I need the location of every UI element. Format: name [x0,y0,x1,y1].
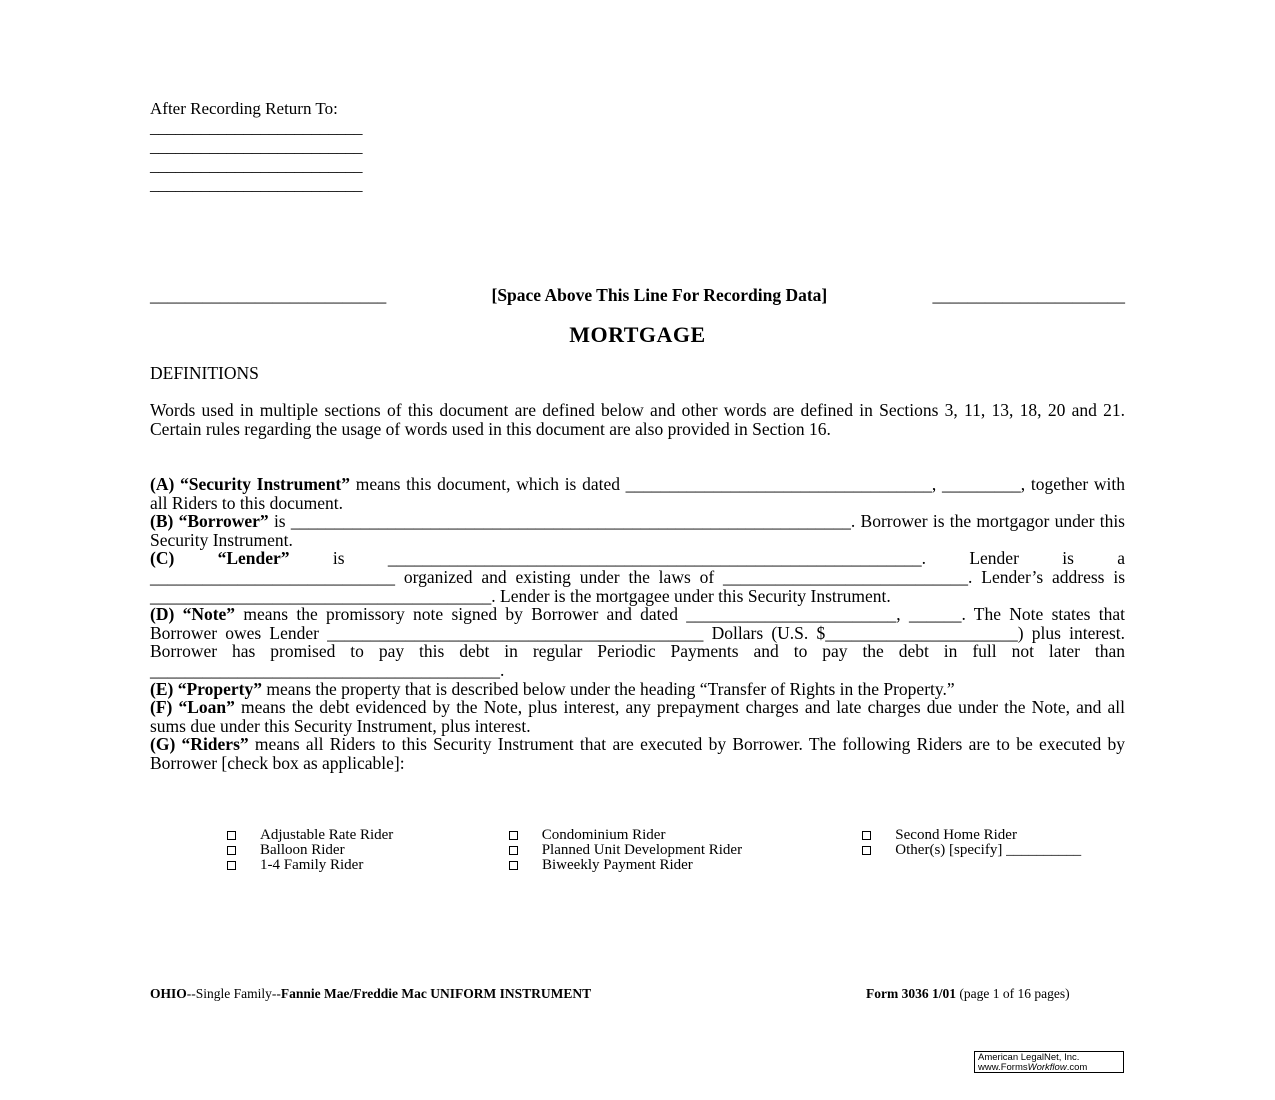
recording-rule-right: ______________________ [932,285,1125,305]
publisher-name: American LegalNet, Inc. [978,1052,1080,1063]
return-line[interactable]: _________________________ [150,156,363,175]
definition-text[interactable]: means the promissory note signed by Borrower and dated ________________________, ______. The Note states that Borrower owes Lender ___________________________________________ Dollars (U.S. $______________________) plus interest. Borrower has promised to pay this debt in regular Periodic Payments and to pay the debt in full not later than ________________________________________. [150,604,1125,680]
rider-option[interactable] [227,858,509,873]
rider-label: Second Home Rider [895,827,1017,843]
definition-text: means the property that is described below under the heading “Transfer of Rights in the Property.” [261,678,955,699]
definition-term: (G) “Riders” [150,734,249,755]
definition-item [150,549,1125,605]
definition-text[interactable]: is _____________________________________________________________. Lender is a ____________________________ organized and existing under the laws of ____________________________. Lender’s address is _______________________________________. Lender is the mortgagee under this Security Instrument. [150,548,1125,606]
definition-item [150,698,1125,735]
rider-row [225,858,1130,873]
rider-option[interactable] [227,828,509,843]
definition-term: (E) “Property” [150,678,262,699]
definition-item [150,512,1125,549]
rider-option[interactable] [227,843,509,858]
recording-rule-left: ___________________________ [150,285,387,305]
definition-text[interactable]: means this document, which is dated ___________________________________, _________, together with all Riders to this document. [150,474,1125,513]
rider-option[interactable] [862,843,1130,858]
return-line[interactable]: _________________________ [150,118,363,137]
rider-label: Adjustable Rate Rider [260,827,394,843]
footer-instrument [150,986,591,1002]
checkbox-icon[interactable] [862,846,871,855]
definition-item [150,680,1125,699]
definitions-intro: Words used in multiple sections of this document are defined below and other words are defined in Sections 3, 11, 13, 18, 20 and 21. Certain rules regarding the usage of words used in this document are also provided in Section 16. [150,400,1125,439]
definition-text: means the debt evidenced by the Note, plus interest, any prepayment charges and late charges due under the Note, and all sums due under this Security Instrument, plus interest. [150,697,1126,736]
return-address-block [150,99,363,194]
definition-item [150,475,1125,512]
definition-term: (B) “Borrower” [150,511,269,532]
checkbox-icon[interactable] [227,846,236,855]
definition-term: (A) “Security Instrument” [150,474,351,494]
definitions-heading: DEFINITIONS [150,363,259,383]
footer-page-count: (page 1 of 16 pages) [956,986,1070,1001]
footer-form-number: Form 3036 1/01 [866,986,956,1001]
footer-form-info [866,986,1070,1002]
rider-row [225,828,1130,843]
return-label: After Recording Return To: [150,99,338,118]
rider-row [225,843,1130,858]
riders-checklist [225,828,1130,873]
checkbox-icon[interactable] [862,831,871,840]
footer-state: OHIO [150,986,187,1001]
definition-item [150,735,1125,772]
rider-label: Biweekly Payment Rider [542,857,693,873]
footer-family: --Single Family-- [186,986,281,1001]
rider-option[interactable] [862,828,1130,843]
definition-term: (C) “Lender” [150,548,290,569]
return-line[interactable]: _________________________ [150,137,363,156]
publisher-stamp [974,1051,1124,1073]
rider-label: 1-4 Family Rider [260,857,364,873]
document-title: MORTGAGE [569,322,706,347]
footer-instrument-name: Fannie Mae/Freddie Mac UNIFORM INSTRUMENT [280,986,592,1001]
rider-label: Condominium Rider [541,827,666,843]
recording-data-line [150,285,1125,306]
checkbox-icon[interactable] [509,831,518,840]
checkbox-icon[interactable] [227,861,236,870]
rider-option[interactable] [509,843,863,858]
definition-item [150,605,1125,679]
rider-label: Other(s) [specify] __________ [895,842,1082,858]
rider-label: Balloon Rider [260,842,345,858]
definition-term: (D) “Note” [150,604,236,625]
rider-option[interactable] [509,828,863,843]
recording-data-label: [Space Above This Line For Recording Data] [491,285,828,305]
rider-label: Planned Unit Development Rider [541,842,743,858]
definition-text[interactable]: is ________________________________________________________________. Borrower is the mortgagor under this Security Instrument. [150,511,1125,550]
return-line[interactable]: _________________________ [150,175,363,194]
publisher-url[interactable]: www.FormsWorkflow.com [978,1062,1088,1073]
checkbox-icon[interactable] [509,861,518,870]
definitions-list [150,475,1125,773]
checkbox-icon[interactable] [509,846,518,855]
definition-term: (F) “Loan” [150,697,235,718]
rider-option[interactable] [509,858,863,873]
checkbox-icon[interactable] [227,831,236,840]
definition-text: means all Riders to this Security Instrument that are executed by Borrower. The following Riders are to be executed by Borrower [check box as applicable]: [150,734,1125,773]
